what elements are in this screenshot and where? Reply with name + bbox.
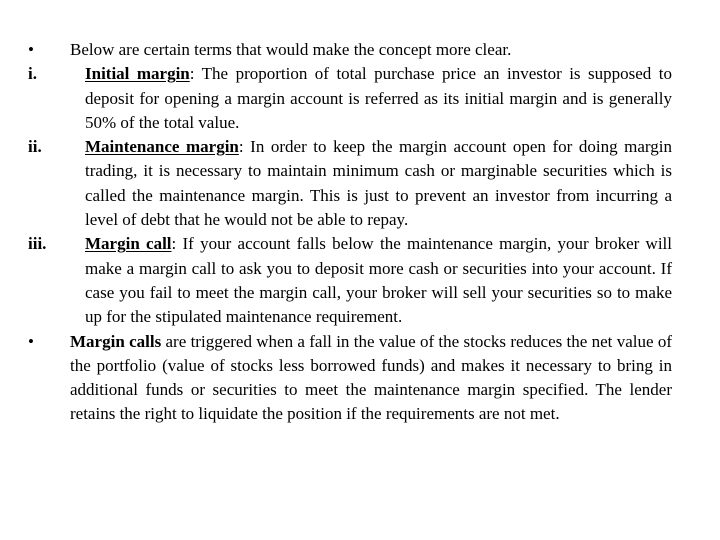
term-item-maintenance-margin [28,135,672,232]
term-description [85,62,672,135]
bullet-marker: • [28,331,34,351]
term-definition: If your account falls below the maintenance margin, your broker will make a margin call to ask you to deposit more cash or securities into your account. If case you fail to meet the margin call, your broker will sell your securities so to make up for the stipulated maintenance requirement. [85,234,672,327]
roman-marker: iii. [28,234,47,254]
closing-definition: are triggered when a fall in the value of the stocks reduces the net value of the portfolio (value of stocks less borrowed funds) and makes it necessary to bring in additional funds or securities to meet the maintenance margin specified. The lender retains the right to liquidate the position if the requirements are not met. [70,331,672,424]
term-name: Margin call [85,234,172,254]
term-definition: The proportion of total purchase price an investor is supposed to deposit for opening a margin account is referred as its initial margin and is generally 50% of the total value. [85,64,672,132]
closing-bullet [28,330,672,427]
term-separator: : [238,137,244,157]
bullet-marker: • [28,40,34,59]
term-definition: In order to keep the margin account open for doing margin trading, it is necessary to maintain minimum cash or marginable securities which is called the maintenance margin. This is just to prevent an investor from incurring a level of debt that he would not be able to repay. [85,137,672,230]
term-description [85,232,672,329]
roman-marker: i. [28,64,37,84]
term-description [85,135,672,232]
term-name: Initial margin [85,64,190,84]
closing-term: Margin calls [70,331,162,351]
term-name: Maintenance margin [85,137,239,157]
intro-bullet [28,38,672,62]
term-separator: : [189,64,195,84]
term-item-initial-margin [28,62,672,135]
term-separator: : [171,234,177,254]
closing-text [70,330,672,427]
term-item-margin-call [28,232,672,329]
intro-text: Below are certain terms that would make the concept more clear. [70,40,512,59]
roman-marker: ii. [28,137,42,157]
